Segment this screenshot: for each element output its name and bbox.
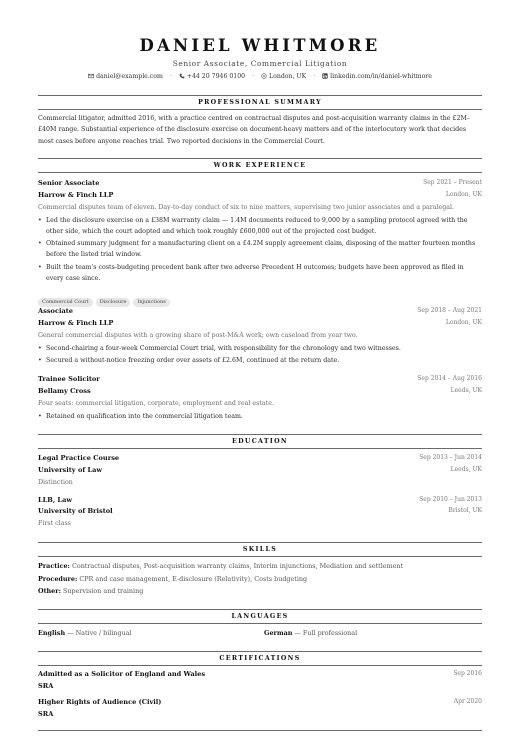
section-header-skills: [38, 542, 482, 557]
job-description: Commercial disputes team of eleven. Day-to-day conduct of six to nine matters, supervising two junior associates and a paralegal.: [38, 204, 455, 211]
job-description: General commercial disputes with a growing share of post-M&A work; own caseload from year two.: [38, 332, 358, 339]
education-location: Bristol, UK: [448, 507, 482, 514]
envelope-icon: [88, 73, 94, 79]
phone-icon: [179, 73, 185, 79]
job-bullet: • Secured a without-notice freezing order over assets of £2.6M, continued at the return date.: [46, 355, 482, 366]
job-bullet: • Retained on qualification into the commercial litigation team.: [46, 411, 482, 422]
job-company: Harrow & Finch LLP: [38, 319, 114, 327]
section-title: SKILLS: [242, 546, 278, 553]
section-title: PROFESSIONAL SUMMARY: [198, 99, 322, 106]
section-title: EDUCATION: [232, 438, 288, 445]
skill-values: Supervision and training: [63, 587, 144, 595]
job-dates: Sep 2014 – Aug 2016: [417, 375, 482, 382]
contact-location: London, UK: [269, 73, 307, 80]
section-title: CERTIFICATIONS: [219, 655, 301, 662]
certification-name: Higher Rights of Audience (Civil): [38, 698, 162, 706]
job-description: Four seats: commercial litigation, corporate, employment and real estate.: [38, 400, 274, 407]
skill-values: Contractual disputes, Post-acquisition warranty claims, Interim injunctions, Mediation and settlement: [71, 562, 404, 570]
job-company: Harrow & Finch LLP: [38, 191, 114, 199]
job-location: Leeds, UK: [450, 387, 482, 394]
contact-line: [38, 73, 482, 80]
certification-date: Sep 2016: [453, 670, 482, 677]
job-bullet: • Built the team's costs-budgeting precedent bank after two adverse Precedent H outcomes; budgets have been approved as filed in every case since.: [46, 262, 482, 285]
skill-label: Other:: [38, 587, 61, 595]
section-title: WORK EXPERIENCE: [213, 162, 307, 169]
language-level: — Native / bilingual: [67, 629, 132, 637]
section-header-languages: [38, 609, 482, 624]
job-role: Associate: [38, 307, 73, 315]
pin-icon: [261, 73, 267, 79]
certification-issuer: SRA: [38, 710, 54, 718]
education-school: University of Law: [38, 466, 103, 474]
skill-row-other: [38, 587, 482, 595]
education-note: Distinction: [38, 479, 73, 486]
contact-email[interactable]: daniel@example.com: [96, 73, 163, 80]
education-note: First class: [38, 520, 71, 527]
job-role: Senior Associate: [38, 179, 100, 187]
job-dates: Sep 2018 – Aug 2021: [417, 307, 482, 314]
contact-linkedin[interactable]: linkedin.com/in/daniel-whitmore: [330, 73, 432, 80]
contact-separator: ·: [313, 73, 316, 80]
language-level: — Full professional: [294, 629, 358, 637]
job-location: London, UK: [445, 191, 482, 198]
education-degree: Legal Practice Course: [38, 454, 120, 462]
language-english: [38, 629, 132, 637]
job-location: London, UK: [445, 319, 482, 326]
tag: Disclosure: [96, 298, 131, 307]
skill-label: Practice:: [38, 562, 70, 570]
skill-row-practice: [38, 562, 482, 570]
certification-name: Admitted as a Solicitor of England and Wales: [38, 670, 206, 678]
job-role: Trainee Solicitor: [38, 375, 100, 383]
job-bullet: • Second-chairing a four-week Commercial Court trial, with responsibility for the chronology and two witnesses.: [46, 343, 482, 354]
skill-row-procedure: [38, 575, 482, 583]
tag: Commercial Court: [38, 298, 93, 307]
language-name: German: [264, 629, 293, 637]
contact-phone[interactable]: +44 20 7946 0100: [186, 73, 246, 80]
section-header-certifications: [38, 651, 482, 666]
job-bullet: • Led the disclosure exercise on a £38M warranty claim — 1.4M documents reduced to 9,000 by a sampling protocol agreed with the other side, which the court adopted and which took roughly £600,000 out of the projected cost budget.: [46, 215, 482, 238]
certification-date: Apr 2020: [453, 698, 482, 705]
linkedin-icon: [322, 73, 328, 79]
job-bullet: • Obtained summary judgment for a manufacturing client on a £4.2M supply agreement claim, disposing of the matter fourteen months before the listed trial window.: [46, 238, 482, 261]
summary-text: Commercial litigator, admitted 2016, with a practice centred on contractual disputes and post-acquisition warranty claims in the £2M–£40M range. Substantial experience of the disclosure exercise on document-heavy matters and of the interlocutory work that decides most cases before anyone reaches trial. Two reported decisions in the Commercial Court.: [38, 115, 471, 145]
contact-separator: ·: [169, 73, 172, 80]
education-location: Leeds, UK: [450, 466, 482, 473]
section-header-experience: [38, 158, 482, 173]
contact-separator: ·: [252, 73, 255, 80]
section-title: LANGUAGES: [231, 613, 289, 620]
certification-issuer: SRA: [38, 682, 54, 690]
skill-values: CPR and case management, E-disclosure (Relativity), Costs budgeting: [79, 575, 308, 583]
education-dates: Sep 2013 – Jun 2014: [419, 454, 482, 461]
job-dates: Sep 2021 – Present: [423, 179, 482, 186]
tag: Injunctions: [133, 298, 169, 307]
section-header-summary: [38, 95, 482, 110]
candidate-name: DANIEL WHITMORE: [139, 36, 381, 55]
language-name: English: [38, 629, 66, 637]
language-german: [264, 629, 357, 637]
section-header-education: [38, 434, 482, 449]
education-school: University of Bristol: [38, 507, 113, 515]
job-tags: [38, 288, 173, 305]
job-company: Bellamy Cross: [38, 387, 91, 395]
education-degree: LLB, Law: [38, 496, 73, 504]
skill-label: Procedure:: [38, 575, 78, 583]
candidate-title: Senior Associate, Commercial Litigation: [172, 59, 348, 68]
education-dates: Sep 2010 – Jun 2013: [419, 496, 482, 503]
